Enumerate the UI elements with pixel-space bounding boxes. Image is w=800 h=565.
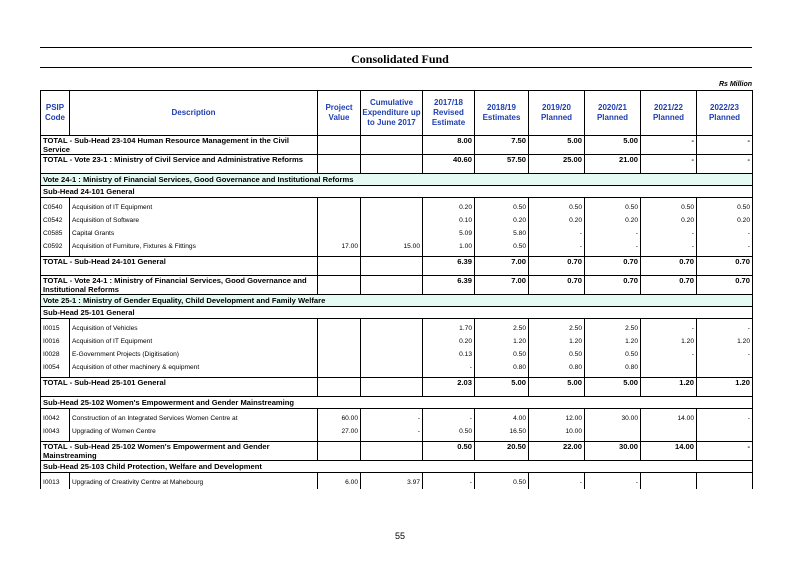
value-cell: -	[529, 476, 585, 489]
value-cell: -	[361, 425, 423, 438]
value-cell: 5.80	[475, 227, 529, 240]
psip-code-cell: I0028	[41, 348, 70, 361]
description-cell: Acquisition of other machinery & equipment	[70, 361, 318, 374]
total-row	[41, 136, 753, 155]
total-value-cell	[361, 136, 423, 155]
value-cell	[318, 214, 361, 227]
subhead-heading-row	[41, 461, 753, 473]
value-cell	[361, 322, 423, 335]
value-cell: 0.50	[529, 348, 585, 361]
table-row	[41, 227, 753, 240]
value-cell: -	[697, 227, 753, 240]
budget-table	[40, 90, 753, 489]
psip-code-cell: C0585	[41, 227, 70, 240]
psip-code-cell: C0542	[41, 214, 70, 227]
table-row	[41, 214, 753, 227]
value-cell	[697, 361, 753, 374]
total-label: TOTAL - Sub-Head 25-102 Women's Empowerment and Gender Mainstreaming	[41, 442, 318, 461]
table-row	[41, 348, 753, 361]
psip-code-cell: C0592	[41, 240, 70, 253]
col-header-2021-22: 2021/22 Planned	[641, 91, 697, 136]
value-cell	[361, 227, 423, 240]
value-cell: 1.00	[423, 240, 475, 253]
value-cell: 0.20	[697, 214, 753, 227]
total-value-cell: 0.70	[529, 257, 585, 276]
total-value-cell: 0.70	[585, 276, 641, 295]
value-cell: -	[697, 348, 753, 361]
psip-code-cell: I0016	[41, 335, 70, 348]
total-value-cell: 5.00	[585, 378, 641, 397]
col-header-2022-23: 2022/23 Planned	[697, 91, 753, 136]
total-row	[41, 378, 753, 397]
value-cell: 0.20	[585, 214, 641, 227]
value-cell	[318, 227, 361, 240]
total-value-cell: 14.00	[641, 442, 697, 461]
value-cell: -	[697, 412, 753, 425]
table-row	[41, 361, 753, 374]
value-cell: 12.00	[529, 412, 585, 425]
value-cell	[585, 425, 641, 438]
page-title: Consolidated Fund	[351, 52, 449, 66]
total-value-cell: 0.70	[529, 276, 585, 295]
table-body	[41, 136, 753, 490]
table-row	[41, 412, 753, 425]
description-cell: Acquisition of Software	[70, 214, 318, 227]
value-cell: 0.80	[475, 361, 529, 374]
value-cell: 0.50	[423, 425, 475, 438]
col-header-cumulative-expenditure: Cumulative Expenditure up to June 2017	[361, 91, 423, 136]
vote-heading-row	[41, 174, 753, 186]
total-value-cell	[318, 276, 361, 295]
value-cell: 0.20	[641, 214, 697, 227]
header-row	[41, 91, 753, 136]
value-cell	[361, 214, 423, 227]
total-value-cell: 6.39	[423, 257, 475, 276]
value-cell: 1.20	[529, 335, 585, 348]
value-cell	[361, 335, 423, 348]
total-label: TOTAL - Vote 24-1 : Ministry of Financial Services, Good Governance and Institutional Reforms	[41, 276, 318, 295]
value-cell: 1.20	[585, 335, 641, 348]
value-cell: -	[529, 240, 585, 253]
description-cell: Upgrading of Women Centre	[70, 425, 318, 438]
col-header-description: Description	[70, 91, 318, 136]
description-cell: Upgrading of Creativity Centre at Mahebourg	[70, 476, 318, 489]
total-label: TOTAL - Sub-Head 25-101 General	[41, 378, 318, 397]
total-value-cell: -	[697, 155, 753, 174]
total-value-cell: 0.70	[641, 276, 697, 295]
value-cell: -	[697, 322, 753, 335]
psip-code-cell: I0015	[41, 322, 70, 335]
total-value-cell: 30.00	[585, 442, 641, 461]
description-cell: Acquisition of IT Equipment	[70, 335, 318, 348]
total-row	[41, 276, 753, 295]
total-value-cell: -	[641, 155, 697, 174]
value-cell	[318, 322, 361, 335]
value-cell: 14.00	[641, 412, 697, 425]
psip-code-cell: I0042	[41, 412, 70, 425]
value-cell: 27.00	[318, 425, 361, 438]
description-cell: Capital Grants	[70, 227, 318, 240]
psip-code-cell: I0013	[41, 476, 70, 489]
total-value-cell: 1.20	[641, 378, 697, 397]
value-cell	[318, 348, 361, 361]
total-value-cell	[361, 257, 423, 276]
value-cell: -	[529, 227, 585, 240]
value-cell: 0.50	[475, 240, 529, 253]
value-cell: 0.50	[641, 201, 697, 214]
value-cell	[361, 348, 423, 361]
total-value-cell: 1.20	[697, 378, 753, 397]
total-value-cell: 0.70	[697, 276, 753, 295]
total-value-cell	[318, 257, 361, 276]
value-cell: 0.50	[475, 201, 529, 214]
total-value-cell: 0.50	[423, 442, 475, 461]
subhead-heading-row	[41, 397, 753, 409]
total-value-cell: -	[697, 136, 753, 155]
total-value-cell	[361, 442, 423, 461]
table-row	[41, 322, 753, 335]
value-cell: -	[361, 412, 423, 425]
psip-code-cell: I0054	[41, 361, 70, 374]
value-cell: 16.50	[475, 425, 529, 438]
total-value-cell	[318, 442, 361, 461]
total-value-cell	[361, 378, 423, 397]
table-row	[41, 476, 753, 489]
value-cell: 0.10	[423, 214, 475, 227]
vote-heading-row	[41, 295, 753, 307]
description-cell: Construction of an Integrated Services Women Centre at	[70, 412, 318, 425]
value-cell	[641, 361, 697, 374]
total-value-cell: 5.00	[529, 136, 585, 155]
value-cell: 0.50	[585, 201, 641, 214]
value-cell: 30.00	[585, 412, 641, 425]
total-value-cell: 21.00	[585, 155, 641, 174]
value-cell: 4.00	[475, 412, 529, 425]
vote-label: Vote 25-1 : Ministry of Gender Equality, Child Development and Family Welfare	[41, 295, 753, 307]
total-label: TOTAL - Sub-Head 24-101 General	[41, 257, 318, 276]
value-cell: 0.13	[423, 348, 475, 361]
value-cell: 0.50	[697, 201, 753, 214]
value-cell	[697, 476, 753, 489]
col-header-2017-18: 2017/18 Revised Estimate	[423, 91, 475, 136]
value-cell: -	[641, 348, 697, 361]
total-value-cell: 20.50	[475, 442, 529, 461]
value-cell: 0.50	[475, 348, 529, 361]
total-value-cell: 7.00	[475, 257, 529, 276]
total-value-cell: 2.03	[423, 378, 475, 397]
value-cell: -	[641, 227, 697, 240]
value-cell: 0.50	[585, 348, 641, 361]
total-value-cell: -	[697, 442, 753, 461]
table-row	[41, 240, 753, 253]
value-cell	[641, 476, 697, 489]
total-row	[41, 155, 753, 174]
col-header-project-value: Project Value	[318, 91, 361, 136]
total-value-cell: 5.00	[529, 378, 585, 397]
col-header-2020-21: 2020/21 Planned	[585, 91, 641, 136]
total-row	[41, 257, 753, 276]
value-cell: 2.50	[585, 322, 641, 335]
units-label: Rs Million	[718, 81, 752, 88]
value-cell: 2.50	[475, 322, 529, 335]
value-cell: 17.00	[318, 240, 361, 253]
total-row	[41, 442, 753, 461]
col-header-psip-code: PSIP Code	[41, 91, 70, 136]
value-cell	[318, 335, 361, 348]
subhead-heading-row	[41, 307, 753, 319]
value-cell: 60.00	[318, 412, 361, 425]
value-cell: -	[585, 476, 641, 489]
value-cell: 15.00	[361, 240, 423, 253]
value-cell: 1.20	[475, 335, 529, 348]
value-cell: -	[423, 412, 475, 425]
total-value-cell: -	[641, 136, 697, 155]
description-cell: Acquisition of Vehicles	[70, 322, 318, 335]
value-cell: -	[641, 322, 697, 335]
value-cell: 0.20	[423, 201, 475, 214]
total-value-cell: 8.00	[423, 136, 475, 155]
value-cell: 0.50	[475, 476, 529, 489]
total-label: TOTAL - Sub-Head 23-104 Human Resource Management in the Civil Service	[41, 136, 318, 155]
value-cell	[697, 425, 753, 438]
total-value-cell	[318, 378, 361, 397]
total-value-cell: 22.00	[529, 442, 585, 461]
description-cell: Acquisition of Furniture, Fixtures & Fittings	[70, 240, 318, 253]
total-value-cell: 40.60	[423, 155, 475, 174]
value-cell: 1.70	[423, 322, 475, 335]
col-header-2018-19: 2018/19 Estimates	[475, 91, 529, 136]
table-row	[41, 201, 753, 214]
vote-label: Vote 24-1 : Ministry of Financial Services, Good Governance and Institutional Reforms	[41, 174, 753, 186]
value-cell: 5.09	[423, 227, 475, 240]
page-number: 55	[394, 531, 405, 541]
total-value-cell: 7.50	[475, 136, 529, 155]
description-cell: Acquisition of IT Equipment	[70, 201, 318, 214]
value-cell: -	[585, 227, 641, 240]
value-cell: 0.20	[529, 214, 585, 227]
total-label: TOTAL - Vote 23-1 : Ministry of Civil Service and Administrative Reforms	[41, 155, 318, 174]
title-underline	[40, 67, 752, 68]
total-value-cell	[361, 276, 423, 295]
value-cell: 1.20	[697, 335, 753, 348]
value-cell: 0.20	[423, 335, 475, 348]
total-value-cell: 0.70	[585, 257, 641, 276]
value-cell	[361, 361, 423, 374]
value-cell: -	[423, 361, 475, 374]
value-cell: 0.50	[529, 201, 585, 214]
value-cell	[361, 201, 423, 214]
value-cell: -	[641, 240, 697, 253]
value-cell: 0.80	[585, 361, 641, 374]
table-row	[41, 335, 753, 348]
subhead-label: Sub-Head 24-101 General	[41, 186, 753, 198]
subhead-heading-row	[41, 186, 753, 198]
value-cell: 1.20	[641, 335, 697, 348]
value-cell	[641, 425, 697, 438]
psip-code-cell: I0043	[41, 425, 70, 438]
subhead-label: Sub-Head 25-102 Women's Empowerment and Gender Mainstreaming	[41, 397, 753, 409]
description-cell: E-Government Projects (Digitisation)	[70, 348, 318, 361]
value-cell: -	[585, 240, 641, 253]
total-value-cell: 0.70	[641, 257, 697, 276]
value-cell: 6.00	[318, 476, 361, 489]
total-value-cell	[318, 136, 361, 155]
total-value-cell: 6.39	[423, 276, 475, 295]
value-cell: 2.50	[529, 322, 585, 335]
value-cell	[318, 201, 361, 214]
subhead-label: Sub-Head 25-101 General	[41, 307, 753, 319]
value-cell: 0.80	[529, 361, 585, 374]
col-header-2019-20: 2019/20 Planned	[529, 91, 585, 136]
total-value-cell: 0.70	[697, 257, 753, 276]
value-cell: -	[697, 240, 753, 253]
total-value-cell: 57.50	[475, 155, 529, 174]
table-row	[41, 425, 753, 438]
value-cell	[318, 361, 361, 374]
top-rule	[40, 47, 752, 48]
total-value-cell: 5.00	[585, 136, 641, 155]
value-cell: 0.20	[475, 214, 529, 227]
subhead-label: Sub-Head 25-103 Child Protection, Welfare and Development	[41, 461, 753, 473]
value-cell: 3.97	[361, 476, 423, 489]
total-value-cell: 5.00	[475, 378, 529, 397]
total-value-cell	[318, 155, 361, 174]
value-cell: -	[423, 476, 475, 489]
total-value-cell: 25.00	[529, 155, 585, 174]
psip-code-cell: C0540	[41, 201, 70, 214]
total-value-cell	[361, 155, 423, 174]
total-value-cell: 7.00	[475, 276, 529, 295]
value-cell: 10.00	[529, 425, 585, 438]
